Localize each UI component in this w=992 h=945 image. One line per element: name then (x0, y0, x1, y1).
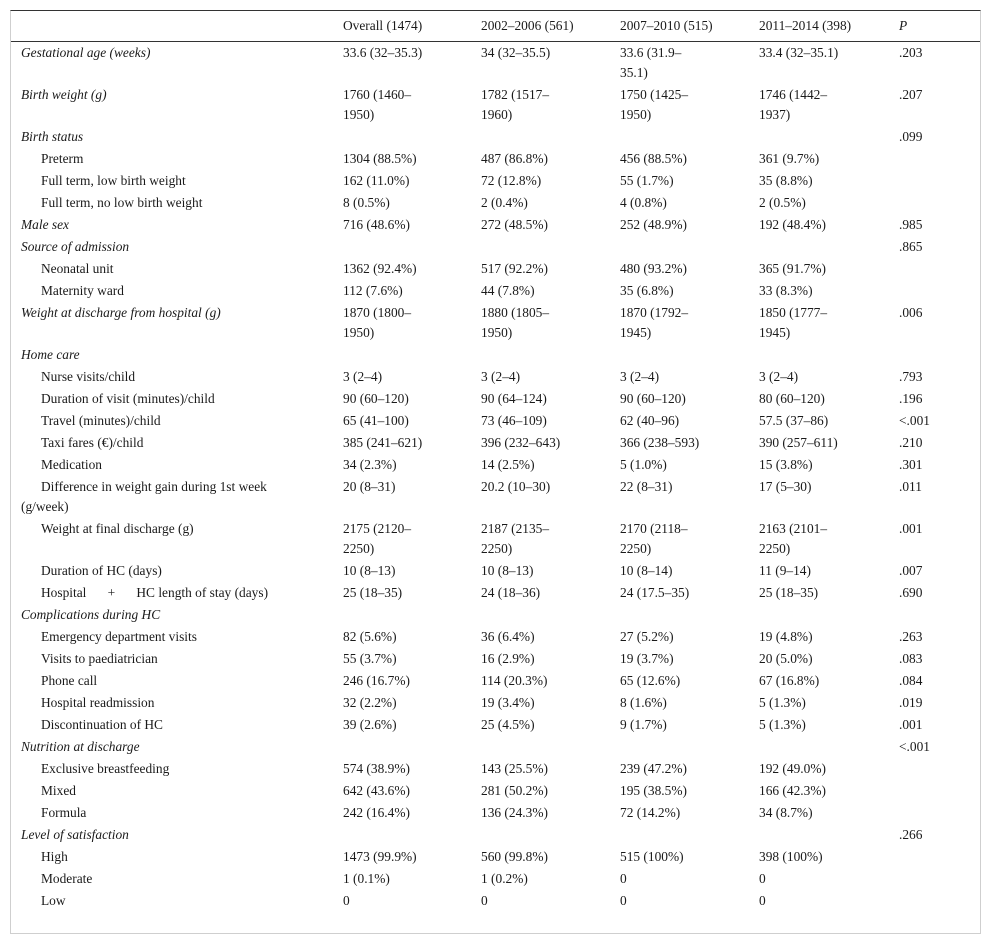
cell-2007-2010: 27 (5.2%) (620, 629, 674, 644)
cell-overall: 242 (16.4%) (343, 805, 410, 820)
cell-overall (343, 344, 481, 366)
cell-2007-2010: 35 (6.8%) (620, 283, 674, 298)
cell-2011-2014: 20 (5.0%) (759, 651, 813, 666)
cell-2002-2006: 24 (18–36) (481, 585, 541, 600)
cell-p-value (899, 344, 980, 366)
cell-2011-2014 (759, 736, 899, 758)
cell-2002-2006 (481, 126, 620, 148)
row-label: Visits to paediatrician (41, 651, 158, 666)
cell-2002-2006: 487 (86.8%) (481, 151, 548, 166)
cell-2011-2014: 57.5 (37–86) (759, 413, 829, 428)
cell-overall: 1 (0.1%) (343, 871, 390, 886)
row-label: Neonatal unit (41, 261, 114, 276)
cell-overall: 39 (2.6%) (343, 717, 397, 732)
row-label: Exclusive breastfeeding (41, 761, 170, 776)
row-label: Duration of visit (minutes)/child (41, 391, 215, 406)
cell-p-value (899, 780, 980, 802)
cell-overall: 1473 (99.9%) (343, 849, 417, 864)
row-label: Discontinuation of HC (41, 717, 163, 732)
cell-2007-2010: 9 (1.7%) (620, 717, 667, 732)
table-row (11, 170, 980, 192)
table-row (11, 670, 980, 692)
cell-overall: 20 (8–31) (343, 479, 396, 494)
cell-p-value: .001 (899, 717, 923, 732)
cell-p-value (899, 604, 980, 626)
cell-2002-2006: 136 (24.3%) (481, 805, 548, 820)
table-row (11, 148, 980, 170)
cell-p-value: .793 (899, 369, 923, 384)
section-label: Nutrition at discharge (21, 739, 140, 754)
cell-overall: 246 (16.7%) (343, 673, 410, 688)
cell-2011-2014: 1746 (1442– 1937) (759, 87, 828, 122)
table-row (11, 846, 980, 868)
section-label: Birth weight (g) (21, 87, 107, 102)
cell-2007-2010: 90 (60–120) (620, 391, 686, 406)
cell-overall: 385 (241–621) (343, 435, 423, 450)
cell-2007-2010: 10 (8–14) (620, 563, 673, 578)
row-label: Phone call (41, 673, 98, 688)
cell-overall: 0 (343, 893, 350, 908)
table-row (11, 366, 980, 388)
cell-overall: 8 (0.5%) (343, 195, 390, 210)
row-label: Formula (41, 805, 87, 820)
cell-2002-2006 (481, 604, 620, 626)
cell-2007-2010: 195 (38.5%) (620, 783, 687, 798)
cell-2007-2010: 1870 (1792– 1945) (620, 305, 689, 340)
cell-p-value: .266 (899, 827, 923, 842)
cell-p-value: .301 (899, 457, 923, 472)
cell-overall (343, 126, 481, 148)
cell-2011-2014: 192 (49.0%) (759, 761, 826, 776)
section-label: Complications during HC (21, 607, 161, 622)
row-label: Medication (41, 457, 102, 472)
cell-overall: 642 (43.6%) (343, 783, 410, 798)
cell-2002-2006: 396 (232–643) (481, 435, 561, 450)
cell-p-value: .263 (899, 629, 923, 644)
cell-2002-2006: 114 (20.3%) (481, 673, 548, 688)
cell-2007-2010: 2170 (2118– 2250) (620, 521, 688, 556)
table-row (11, 714, 980, 736)
header-overall: Overall (1474) (343, 16, 481, 42)
cell-overall: 2175 (2120– 2250) (343, 521, 412, 556)
cell-2007-2010: 480 (93.2%) (620, 261, 687, 276)
row-label: Weight at final discharge (g) (41, 521, 194, 536)
cell-2002-2006: 1782 (1517– 1960) (481, 87, 550, 122)
cell-2002-2006: 1 (0.2%) (481, 871, 528, 886)
cell-overall: 716 (48.6%) (343, 217, 410, 232)
cell-2002-2006 (481, 344, 620, 366)
cell-overall: 10 (8–13) (343, 563, 396, 578)
cell-2007-2010: 239 (47.2%) (620, 761, 687, 776)
cell-overall: 112 (7.6%) (343, 283, 403, 298)
cell-2011-2014: 33.4 (32–35.1) (759, 45, 839, 60)
table-row (11, 476, 980, 518)
table-row (11, 410, 980, 432)
cell-p-value: .196 (899, 391, 923, 406)
table-row (11, 890, 980, 912)
cell-p-value: .006 (899, 305, 923, 320)
cell-2007-2010 (620, 736, 759, 758)
row-label: Taxi fares (€)/child (41, 435, 144, 450)
row-label: Full term, low birth weight (41, 173, 186, 188)
row-label: Moderate (41, 871, 93, 886)
cell-2007-2010: 65 (12.6%) (620, 673, 681, 688)
cell-overall: 574 (38.9%) (343, 761, 410, 776)
table-row (11, 126, 980, 148)
cell-overall: 1362 (92.4%) (343, 261, 417, 276)
table-row (11, 692, 980, 714)
cell-2002-2006: 34 (32–35.5) (481, 45, 551, 60)
cell-2011-2014: 365 (91.7%) (759, 261, 826, 276)
cell-overall: 33.6 (32–35.3) (343, 45, 423, 60)
cell-2002-2006: 2 (0.4%) (481, 195, 528, 210)
cell-overall: 65 (41–100) (343, 413, 409, 428)
section-label: Weight at discharge from hospital (g) (21, 305, 221, 320)
cell-p-value: .865 (899, 239, 923, 254)
cell-2007-2010 (620, 126, 759, 148)
row-label: Full term, no low birth weight (41, 195, 203, 210)
row-label: High (41, 849, 68, 864)
cell-2007-2010 (620, 236, 759, 258)
cell-2002-2006: 3 (2–4) (481, 369, 521, 384)
cell-2011-2014: 3 (2–4) (759, 369, 799, 384)
row-label: Hospital + HC length of stay (days) (41, 585, 269, 600)
cell-overall: 1304 (88.5%) (343, 151, 417, 166)
cell-2007-2010 (620, 824, 759, 846)
cell-2007-2010: 0 (620, 893, 627, 908)
cell-2011-2014 (759, 344, 899, 366)
table-row (11, 518, 980, 560)
cell-2002-2006: 20.2 (10–30) (481, 479, 551, 494)
cell-2007-2010: 456 (88.5%) (620, 151, 687, 166)
table-row (11, 454, 980, 476)
cell-p-value (899, 890, 980, 912)
cell-overall (343, 604, 481, 626)
table-row (11, 236, 980, 258)
table-row (11, 648, 980, 670)
table-row (11, 626, 980, 648)
cell-p-value: .083 (899, 651, 923, 666)
cell-2002-2006: 272 (48.5%) (481, 217, 548, 232)
cell-2007-2010: 8 (1.6%) (620, 695, 667, 710)
cell-p-value (899, 148, 980, 170)
header-p-value: P (899, 16, 980, 42)
cell-p-value: .001 (899, 521, 923, 536)
cell-p-value (899, 170, 980, 192)
cell-p-value: <.001 (899, 739, 930, 754)
cell-2002-2006: 143 (25.5%) (481, 761, 548, 776)
row-label: Mixed (41, 783, 76, 798)
cell-overall: 1760 (1460– 1950) (343, 87, 412, 122)
cell-2011-2014: 33 (8.3%) (759, 283, 813, 298)
section-label: Birth status (21, 129, 84, 144)
cell-2007-2010 (620, 344, 759, 366)
cell-2007-2010: 3 (2–4) (620, 369, 660, 384)
section-label: Male sex (21, 217, 69, 232)
cell-2002-2006: 1880 (1805– 1950) (481, 305, 550, 340)
cell-2011-2014: 34 (8.7%) (759, 805, 813, 820)
cell-2002-2006 (481, 824, 620, 846)
cell-2011-2014: 5 (1.3%) (759, 695, 806, 710)
cell-p-value: .007 (899, 563, 923, 578)
cell-2011-2014 (759, 604, 899, 626)
table-row (11, 214, 980, 236)
data-table (11, 16, 980, 912)
cell-p-value (899, 280, 980, 302)
cell-overall: 90 (60–120) (343, 391, 409, 406)
cell-overall: 1870 (1800– 1950) (343, 305, 412, 340)
cell-2007-2010: 72 (14.2%) (620, 805, 681, 820)
cell-2011-2014: 0 (759, 871, 766, 886)
cell-2011-2014: 17 (5–30) (759, 479, 812, 494)
cell-2007-2010: 19 (3.7%) (620, 651, 674, 666)
row-label: Maternity ward (41, 283, 124, 298)
cell-overall: 55 (3.7%) (343, 651, 397, 666)
cell-overall: 162 (11.0%) (343, 173, 410, 188)
cell-2002-2006: 44 (7.8%) (481, 283, 535, 298)
table-row (11, 802, 980, 824)
cell-2011-2014: 25 (18–35) (759, 585, 819, 600)
cell-2007-2010: 366 (238–593) (620, 435, 700, 450)
cell-p-value: .985 (899, 217, 923, 232)
cell-2002-2006: 2187 (2135– 2250) (481, 521, 550, 556)
table-row (11, 780, 980, 802)
cell-p-value: .207 (899, 87, 923, 102)
cell-2011-2014: 5 (1.3%) (759, 717, 806, 732)
table-row (11, 258, 980, 280)
cell-2011-2014: 19 (4.8%) (759, 629, 813, 644)
cell-2011-2014: 80 (60–120) (759, 391, 825, 406)
cell-p-value (899, 802, 980, 824)
row-label: Nurse visits/child (41, 369, 136, 384)
cell-p-value: .690 (899, 585, 923, 600)
table-row (11, 582, 980, 604)
cell-2011-2014 (759, 824, 899, 846)
cell-2002-2006: 73 (46–109) (481, 413, 547, 428)
cell-p-value: .099 (899, 129, 923, 144)
row-label: Travel (minutes)/child (41, 413, 161, 428)
row-label: Hospital readmission (41, 695, 155, 710)
row-label: Preterm (41, 151, 84, 166)
cell-p-value (899, 192, 980, 214)
cell-2011-2014: 390 (257–611) (759, 435, 838, 450)
cell-2007-2010: 55 (1.7%) (620, 173, 674, 188)
cell-2007-2010: 515 (100%) (620, 849, 684, 864)
cell-p-value (899, 868, 980, 890)
cell-2002-2006: 14 (2.5%) (481, 457, 535, 472)
header-2002-2006: 2002–2006 (561) (481, 16, 620, 42)
table-row (11, 42, 980, 85)
row-label: Low (41, 893, 66, 908)
header-row (11, 16, 980, 42)
cell-2002-2006: 36 (6.4%) (481, 629, 535, 644)
table-row (11, 432, 980, 454)
cell-p-value (899, 758, 980, 780)
cell-2002-2006 (481, 236, 620, 258)
cell-2007-2010: 4 (0.8%) (620, 195, 667, 210)
cell-2011-2014 (759, 236, 899, 258)
table-row (11, 824, 980, 846)
table-row (11, 560, 980, 582)
table-row (11, 344, 980, 366)
table-row (11, 302, 980, 344)
section-label: Home care (21, 347, 80, 362)
header-label (11, 16, 343, 42)
table-row (11, 736, 980, 758)
cell-2002-2006: 72 (12.8%) (481, 173, 542, 188)
cell-2007-2010 (620, 604, 759, 626)
cell-2002-2006: 517 (92.2%) (481, 261, 548, 276)
cell-2007-2010: 22 (8–31) (620, 479, 673, 494)
header-2011-2014: 2011–2014 (398) (759, 16, 899, 42)
cell-2011-2014 (759, 126, 899, 148)
cell-2011-2014: 35 (8.8%) (759, 173, 813, 188)
cell-overall (343, 824, 481, 846)
cell-2011-2014: 11 (9–14) (759, 563, 811, 578)
cell-2002-2006: 16 (2.9%) (481, 651, 535, 666)
table-row (11, 84, 980, 126)
cell-p-value: .019 (899, 695, 923, 710)
table-row (11, 388, 980, 410)
cell-2011-2014: 398 (100%) (759, 849, 823, 864)
cell-p-value: .084 (899, 673, 923, 688)
cell-2007-2010: 252 (48.9%) (620, 217, 687, 232)
cell-overall: 25 (18–35) (343, 585, 403, 600)
cell-2011-2014: 1850 (1777– 1945) (759, 305, 828, 340)
cell-p-value: <.001 (899, 413, 930, 428)
table-row (11, 758, 980, 780)
cell-2007-2010: 1750 (1425– 1950) (620, 87, 689, 122)
cell-p-value: .011 (899, 479, 922, 494)
row-label: Emergency department visits (41, 629, 197, 644)
cell-overall (343, 736, 481, 758)
cell-p-value: .203 (899, 45, 923, 60)
cell-2002-2006: 19 (3.4%) (481, 695, 535, 710)
section-label: Level of satisfaction (21, 827, 129, 842)
cell-2011-2014: 0 (759, 893, 766, 908)
cell-2002-2006: 560 (99.8%) (481, 849, 548, 864)
cell-overall: 34 (2.3%) (343, 457, 397, 472)
cell-2011-2014: 192 (48.4%) (759, 217, 826, 232)
cell-2011-2014: 361 (9.7%) (759, 151, 820, 166)
cell-2011-2014: 166 (42.3%) (759, 783, 826, 798)
section-label: Source of admission (21, 239, 130, 254)
table-row (11, 868, 980, 890)
cell-2011-2014: 67 (16.8%) (759, 673, 820, 688)
cell-2002-2006: 0 (481, 893, 488, 908)
cell-2011-2014: 2163 (2101– 2250) (759, 521, 828, 556)
cell-2002-2006: 25 (4.5%) (481, 717, 535, 732)
cell-2011-2014: 2 (0.5%) (759, 195, 806, 210)
table-row (11, 280, 980, 302)
cell-2002-2006 (481, 736, 620, 758)
cell-2002-2006: 90 (64–124) (481, 391, 547, 406)
cell-2002-2006: 10 (8–13) (481, 563, 534, 578)
cell-p-value (899, 258, 980, 280)
cell-overall: 82 (5.6%) (343, 629, 397, 644)
cell-2007-2010: 0 (620, 871, 627, 886)
cell-2007-2010: 62 (40–96) (620, 413, 680, 428)
cell-2007-2010: 5 (1.0%) (620, 457, 667, 472)
row-label: Difference in weight gain during 1st week (g/week) (21, 479, 267, 514)
cell-p-value (899, 846, 980, 868)
cell-2002-2006: 281 (50.2%) (481, 783, 548, 798)
cell-overall: 3 (2–4) (343, 369, 383, 384)
cell-overall (343, 236, 481, 258)
header-2007-2010: 2007–2010 (515) (620, 16, 759, 42)
table-row (11, 604, 980, 626)
table-row (11, 192, 980, 214)
cell-2011-2014: 15 (3.8%) (759, 457, 813, 472)
cell-overall: 32 (2.2%) (343, 695, 397, 710)
cell-p-value: .210 (899, 435, 923, 450)
cell-2007-2010: 33.6 (31.9– 35.1) (620, 45, 682, 80)
cell-2007-2010: 24 (17.5–35) (620, 585, 690, 600)
section-label: Gestational age (weeks) (21, 45, 151, 60)
row-label: Duration of HC (days) (41, 563, 162, 578)
